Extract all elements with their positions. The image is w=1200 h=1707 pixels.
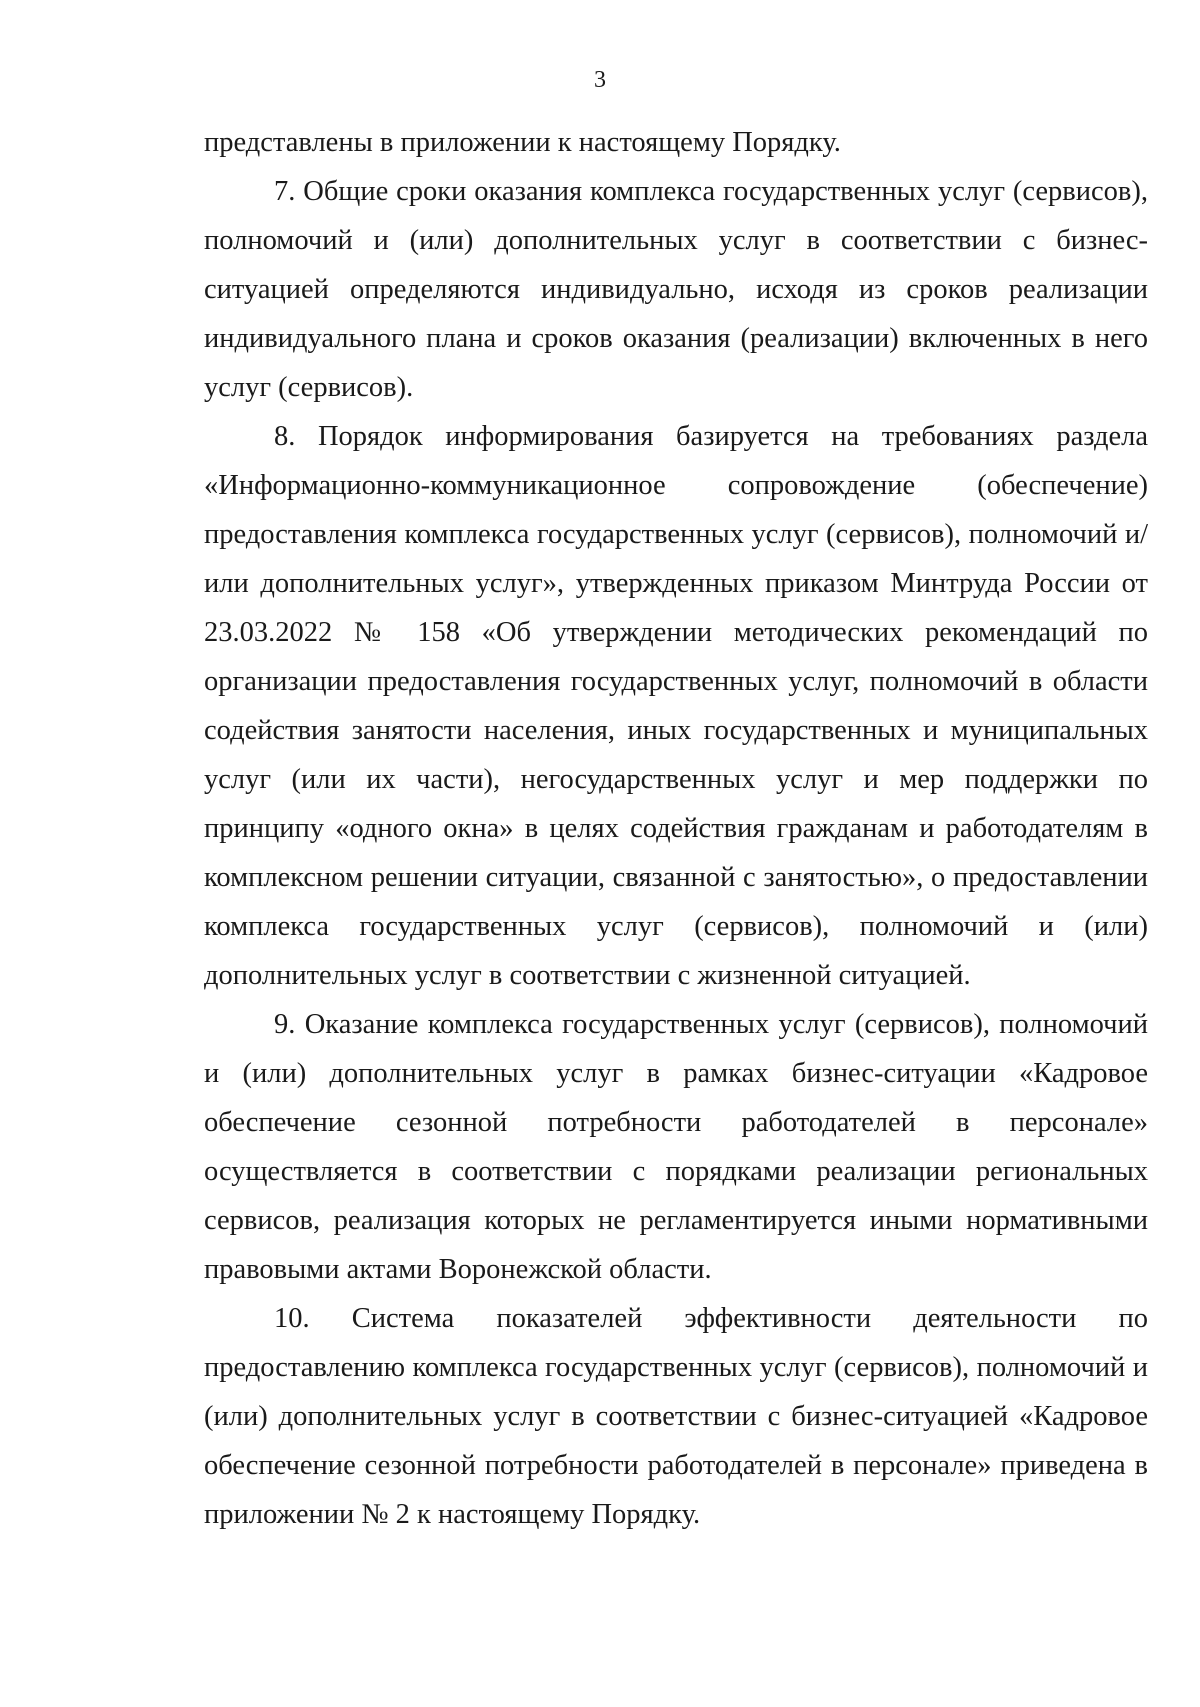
- paragraph-item-8: 8. Порядок информирования базируется на требованиях раздела «Информационно-коммуникационное сопровождение (обеспечение) предоставления комплекса государственных услуг (сервисов), полномочий и/или дополнительных услуг», утвержденных приказом Минтруда России от 23.03.2022 № 158 «Об утверждении методических рекомендаций по организации предоставления государственных услуг, полномочий в области содействия занятости населения, иных государственных и муниципальных услуг (или их части), негосударственных услуг и мер поддержки по принципу «одного окна» в целях содействия гражданам и работодателям в комплексном решении ситуации, связанной с занятостью», о предоставлении комплекса государственных услуг (сервисов), полномочий и (или) дополнительных услуг в соответствии с жизненной ситуацией.: [204, 421, 1148, 991]
- page-number: 3: [594, 67, 606, 93]
- paragraph-item-7: 7. Общие сроки оказания комплекса государственных услуг (сервисов), полномочий и (или) дополнительных услуг в соответствии с бизнес-ситуацией определяются индивидуально, исходя из сроков реализации индивидуального плана и сроков оказания (реализации) включенных в него услуг (сервисов).: [204, 176, 1148, 403]
- paragraph-item-10: 10. Система показателей эффективности деятельности по предоставлению комплекса государственных услуг (сервисов), полномочий и (или) дополнительных услуг в соответствии с бизнес-ситуацией «Кадровое обеспечение сезонной потребности работодателей в персонале» приведена в приложении № 2 к настоящему Порядку.: [204, 1303, 1148, 1530]
- document-body: [204, 118, 1148, 1539]
- paragraph-item-9: 9. Оказание комплекса государственных услуг (сервисов), полномочий и (или) дополнительных услуг в рамках бизнес-ситуации «Кадровое обеспечение сезонной потребности работодателей в персонале» осуществляется в соответствии с порядками реализации региональных сервисов, реализация которых не регламентируется иными нормативными правовыми актами Воронежской области.: [204, 1009, 1148, 1285]
- paragraph-continuation: представлены в приложении к настоящему Порядку.: [204, 127, 841, 158]
